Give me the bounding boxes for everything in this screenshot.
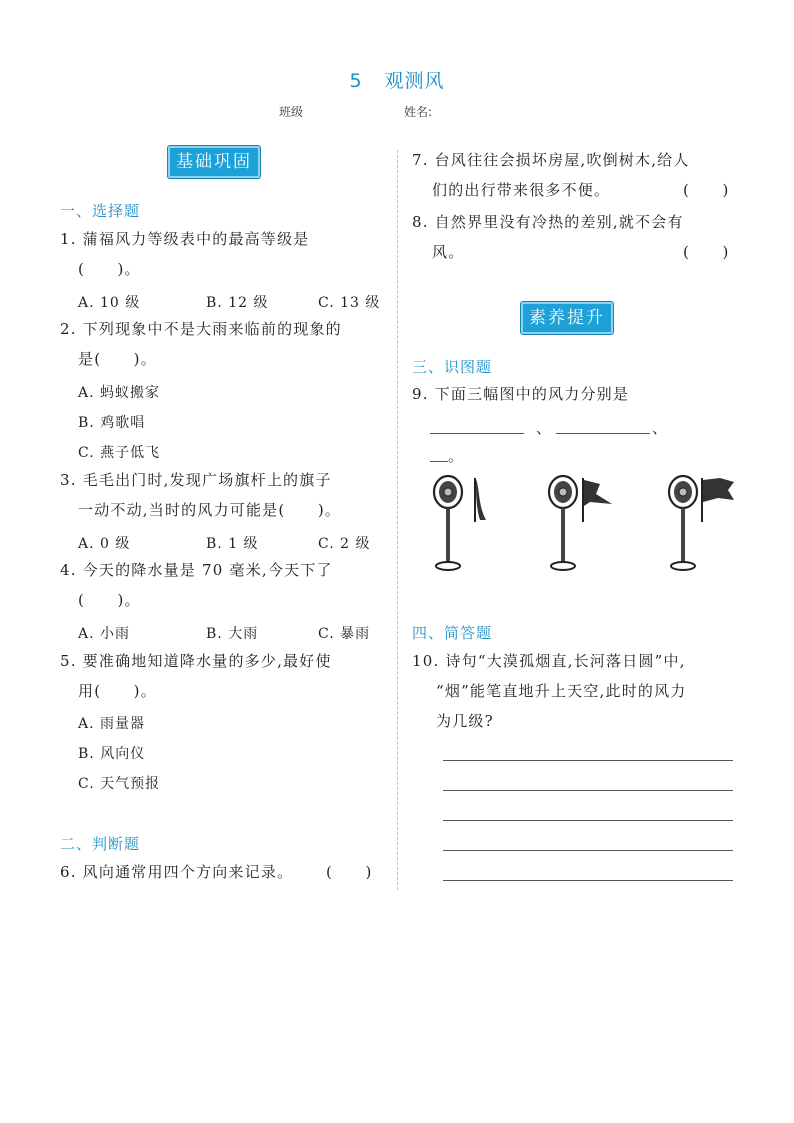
q9-separator-2: 、 xyxy=(652,419,669,437)
question-3-blank: 一动不动,当时的风力可能是( )。 xyxy=(78,501,342,519)
question-10-line3: 为几级? xyxy=(436,712,494,730)
q5-option-c: C. 天气预报 xyxy=(78,776,161,792)
flag-icon xyxy=(475,478,486,522)
q2-option-c: C. 燕子低飞 xyxy=(78,445,161,461)
question-7-line2: 们的出行带来很多不便。 xyxy=(432,181,611,199)
q2-option-a: A. 蚂蚁搬家 xyxy=(78,385,161,401)
answer-blank-2[interactable] xyxy=(556,433,650,434)
question-1: 1. 蒲福风力等级表中的最高等级是 xyxy=(60,230,310,248)
q3-option-a: A. 0 级 xyxy=(78,536,131,552)
page-title xyxy=(0,66,794,93)
fan-icon xyxy=(549,476,577,570)
flag-icon xyxy=(702,478,734,522)
question-7-answer: ( ) xyxy=(683,181,730,199)
q4-option-a: A. 小雨 xyxy=(78,626,131,642)
q9-separator-1: 、 xyxy=(536,419,553,437)
section-short-answer: 四、简答题 xyxy=(412,624,493,642)
wind-figure xyxy=(428,470,748,580)
column-divider xyxy=(397,150,398,890)
q4-option-c: C. 暴雨 xyxy=(318,626,371,642)
question-1-blank: ( )。 xyxy=(78,260,141,278)
question-8: 8. 自然界里没有冷热的差别,就不会有 xyxy=(412,213,684,231)
q1-option-c: C. 13 级 xyxy=(318,295,381,311)
question-8-line2: 风。 xyxy=(432,243,465,261)
question-2-blank: 是( )。 xyxy=(78,350,157,368)
answer-line-1[interactable] xyxy=(443,760,733,761)
question-5: 5. 要准确地知道降水量的多少,最好使 xyxy=(60,652,332,670)
question-10-line2: “烟”能笔直地升上天空,此时的风力 xyxy=(436,682,687,700)
q2-option-b: B. 鸡歌唱 xyxy=(78,415,146,431)
answer-line-5[interactable] xyxy=(443,880,733,881)
banner-basic: 基础巩固 xyxy=(168,146,260,178)
fan-icon xyxy=(669,476,697,570)
question-6-answer: ( ) xyxy=(326,863,373,881)
q1-option-a: A. 10 级 xyxy=(78,295,141,311)
answer-blank-1[interactable] xyxy=(430,433,524,434)
lesson-number: 5 xyxy=(349,70,363,92)
question-2: 2. 下列现象中不是大雨来临前的现象的 xyxy=(60,320,342,338)
section-figure: 三、识图题 xyxy=(412,358,493,376)
q9-end: 。 xyxy=(448,447,465,465)
question-8-answer: ( ) xyxy=(683,243,730,261)
flag-icon xyxy=(583,478,612,522)
fan-icon xyxy=(434,476,462,570)
q5-option-b: B. 风向仪 xyxy=(78,746,146,762)
question-3: 3. 毛毛出门时,发现广场旗杆上的旗子 xyxy=(60,471,332,489)
answer-line-3[interactable] xyxy=(443,820,733,821)
q5-option-a: A. 雨量器 xyxy=(78,716,146,732)
question-5-blank: 用( )。 xyxy=(78,682,157,700)
q1-option-b: B. 12 级 xyxy=(206,295,269,311)
q3-option-b: B. 1 级 xyxy=(206,536,259,552)
question-10: 10. 诗句“大漠孤烟直,长河落日圆”中, xyxy=(412,652,686,670)
lesson-title: 观测风 xyxy=(384,70,445,92)
q3-option-c: C. 2 级 xyxy=(318,536,371,552)
q4-option-b: B. 大雨 xyxy=(206,626,259,642)
answer-line-4[interactable] xyxy=(443,850,733,851)
section-judge: 二、判断题 xyxy=(60,835,141,853)
question-7: 7. 台风往往会损坏房屋,吹倒树木,给人 xyxy=(412,151,690,169)
section-choice: 一、选择题 xyxy=(60,202,141,220)
answer-line-2[interactable] xyxy=(443,790,733,791)
question-4: 4. 今天的降水量是 70 毫米,今天下了 xyxy=(60,561,333,579)
question-6: 6. 风向通常用四个方向来记录。 xyxy=(60,863,294,881)
answer-blank-3[interactable] xyxy=(430,461,448,462)
banner-advanced: 素养提升 xyxy=(521,302,613,334)
question-4-blank: ( )。 xyxy=(78,591,141,609)
question-9: 9. 下面三幅图中的风力分别是 xyxy=(412,385,630,403)
name-label: 姓名: xyxy=(404,105,433,119)
class-label: 班级 xyxy=(279,105,304,119)
